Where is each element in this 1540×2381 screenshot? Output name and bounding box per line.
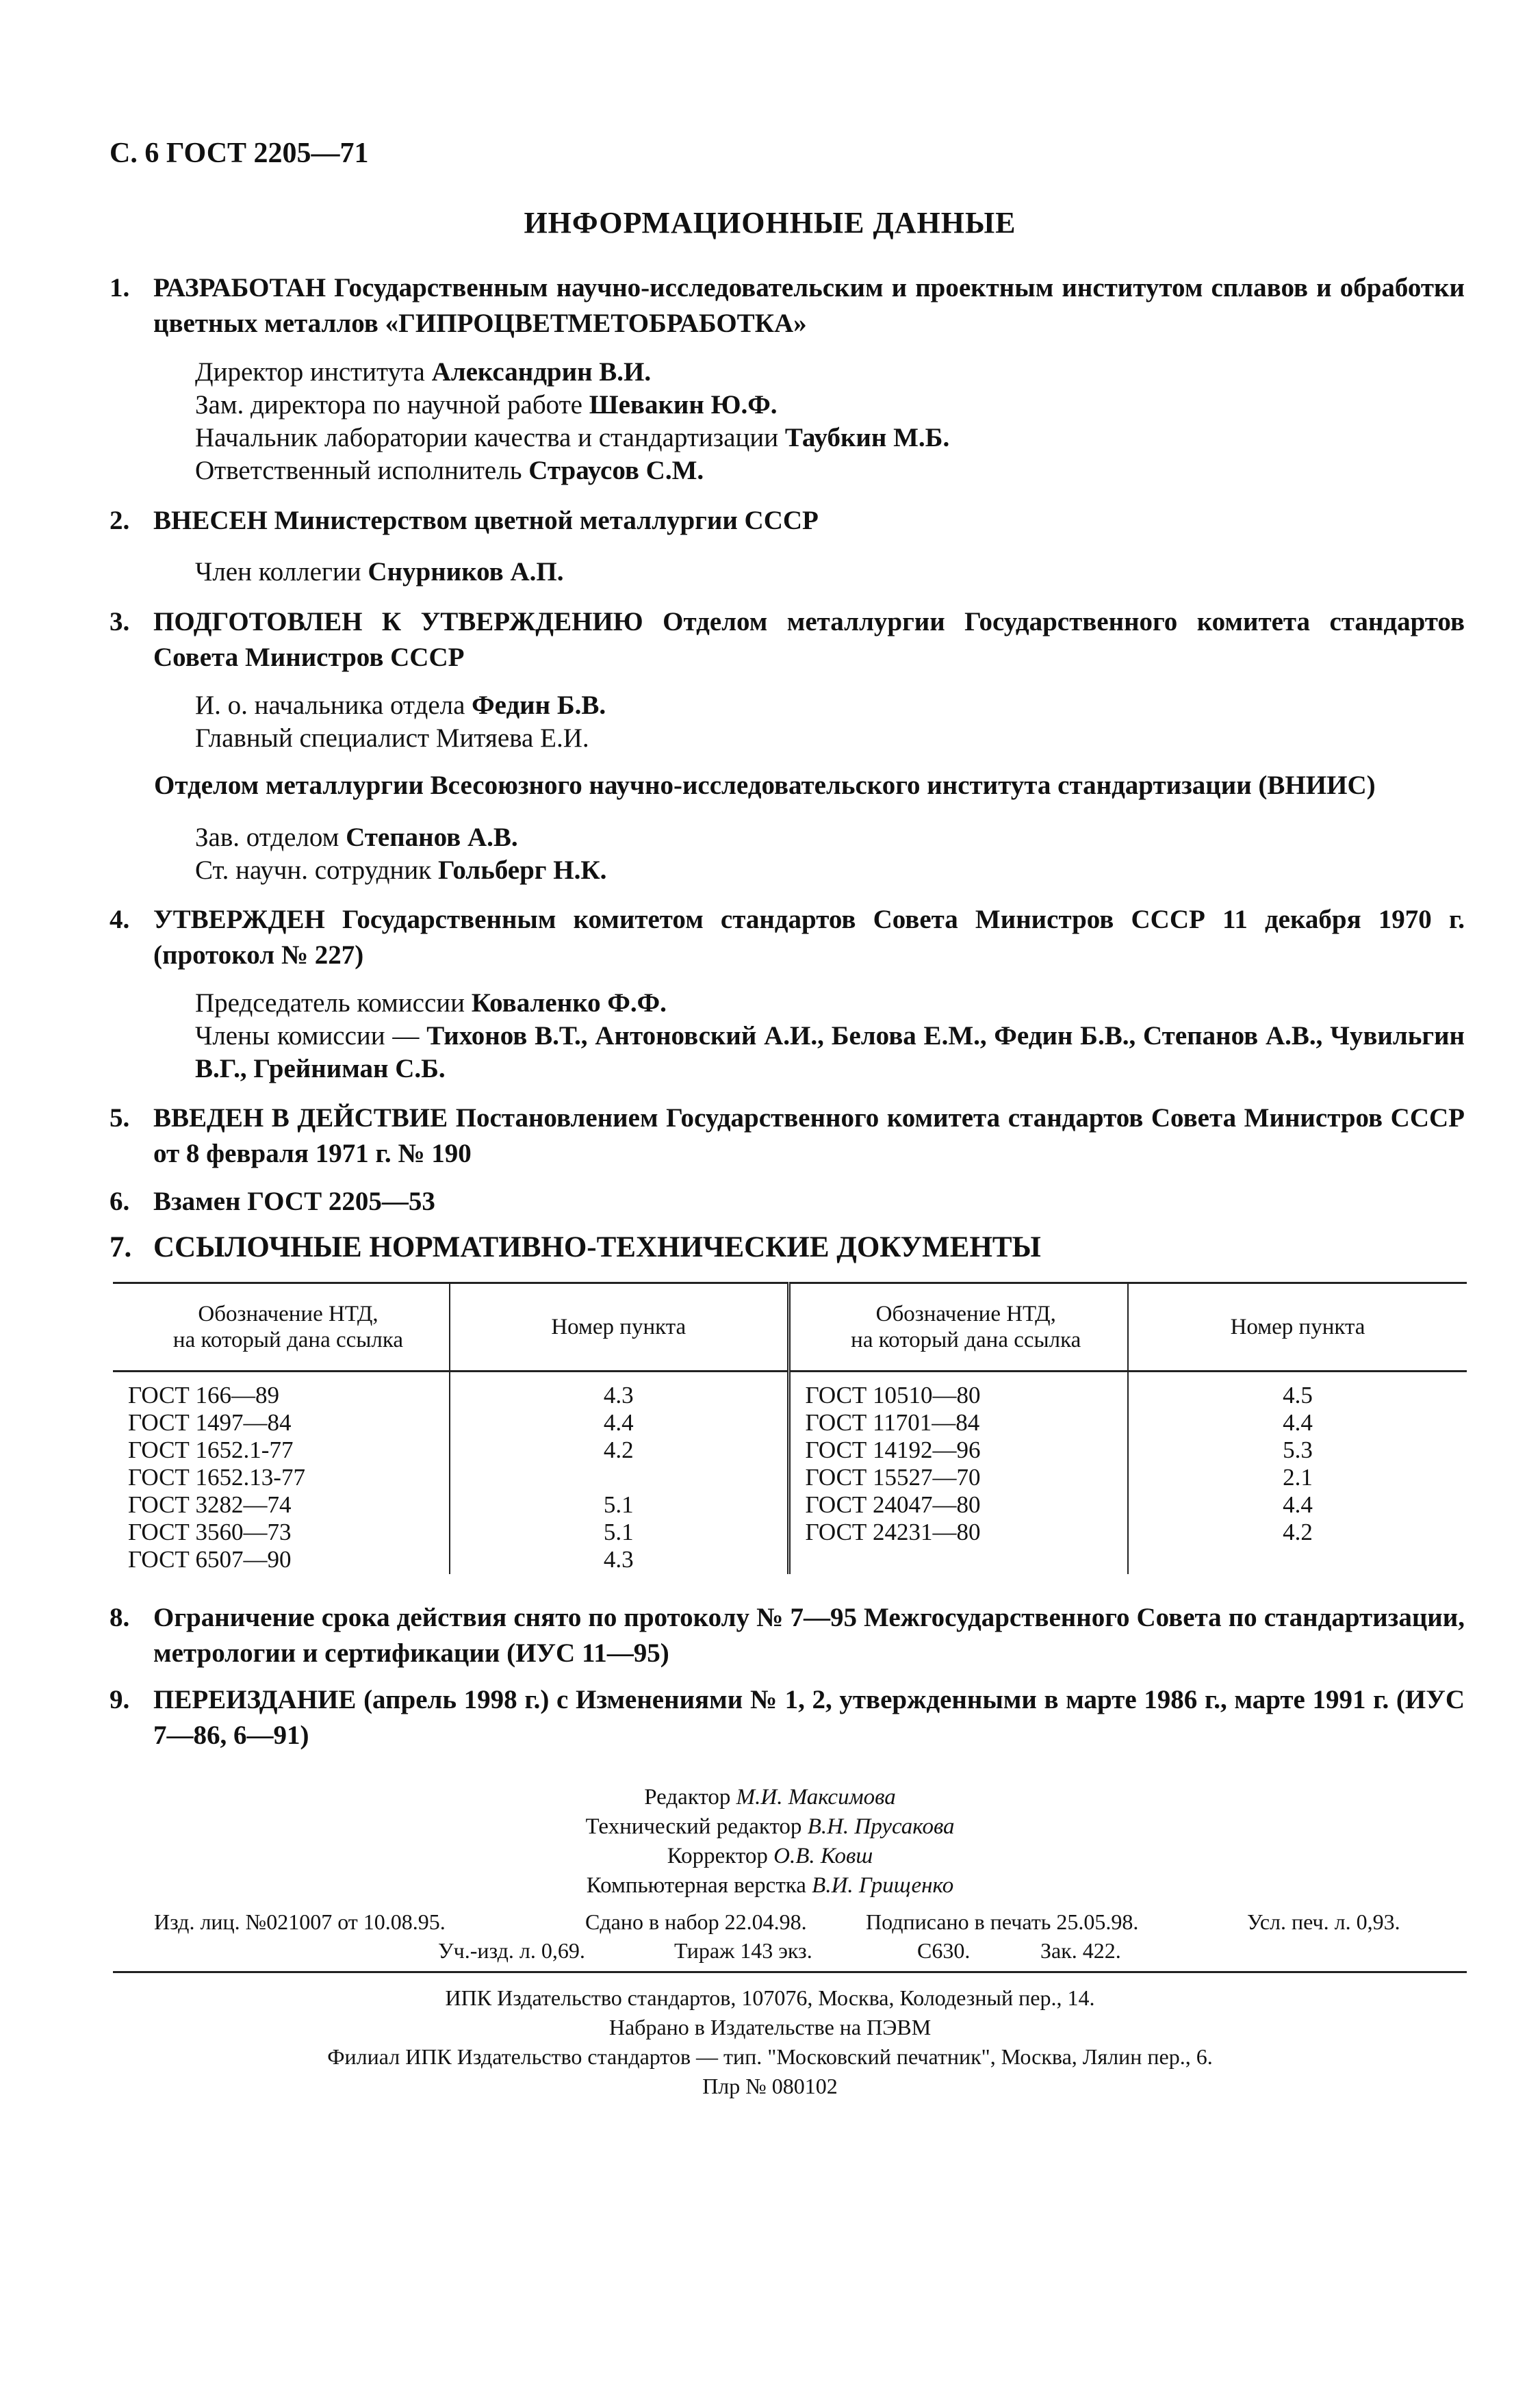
credit-line: Компьютерная верстка В.И. Грищенко bbox=[586, 1873, 954, 1898]
section-number: 2. bbox=[110, 506, 130, 535]
person-line: Ст. научн. сотрудник Гольберг Н.К. bbox=[195, 855, 607, 885]
section-3-people-2 bbox=[195, 821, 606, 887]
section-3-subhead: Отделом металлургии Всесоюзного научно-исследовательского института стандартизации (ВНИИС) bbox=[154, 771, 1376, 800]
col-point-header: Номер пункта bbox=[1128, 1283, 1467, 1372]
imprint-sheets: Усл. печ. л. 0,93. bbox=[1247, 1909, 1400, 1934]
commission-members: Члены комиссии — Тихонов В.Т., Антоновский А.И., Белова Е.М., Федин Б.В., Степанов А.В., Чувильгин В.Г., Грейниман С.Б. bbox=[195, 1021, 1465, 1083]
publisher-line: Плр № 080102 bbox=[702, 2074, 838, 2098]
page-title: ИНФОРМАЦИОННЫЕ ДАННЫЕ bbox=[524, 206, 1016, 240]
person-line: И. о. начальника отдела Федин Б.В. bbox=[195, 691, 606, 720]
table-row bbox=[113, 1372, 1467, 1575]
references-table bbox=[113, 1282, 1467, 1574]
imprint-license: Изд. лиц. №021007 от 10.08.95. bbox=[154, 1909, 446, 1934]
section-number: 6. bbox=[110, 1187, 130, 1216]
left-points: 4.3 4.4 4.2 5.1 5.1 4.3 bbox=[450, 1372, 788, 1575]
section-number: 4. bbox=[110, 905, 130, 934]
section-text: Министерством цветной металлургии СССР bbox=[274, 506, 819, 535]
section-text: ССЫЛОЧНЫЕ НОРМАТИВНО-ТЕХНИЧЕСКИЕ ДОКУМЕНТЫ bbox=[153, 1231, 1041, 1263]
publisher-line: ИПК Издательство стандартов, 107076, Москва, Колодезный пер., 14. bbox=[445, 1985, 1095, 2010]
person-line: Ответственный исполнитель Страусов С.М. bbox=[195, 456, 704, 485]
section-text: Государственным комитетом стандартов Совета Министров СССР 11 декабря 1970 г. (протокол № 227) bbox=[153, 905, 1465, 970]
imprint-typeset: Сдано в набор 22.04.98. bbox=[585, 1909, 807, 1934]
imprint-edsheets: Уч.-изд. л. 0,69. bbox=[438, 1938, 585, 1963]
section-number: 5. bbox=[110, 1103, 130, 1133]
commission-chair: Председатель комиссии Коваленко Ф.Ф. bbox=[195, 988, 667, 1018]
section-number: 9. bbox=[110, 1685, 130, 1714]
section-7 bbox=[110, 1230, 1465, 1265]
section-4 bbox=[110, 902, 1465, 973]
right-points: 4.5 4.4 5.3 2.1 4.4 4.2 bbox=[1283, 1382, 1313, 1545]
section-lead: ВНЕСЕН bbox=[153, 506, 268, 535]
imprint-signed: Подписано в печать 25.05.98. bbox=[866, 1909, 1139, 1934]
section-4-commission bbox=[195, 987, 1465, 1085]
section-lead: ПЕРЕИЗДАНИЕ bbox=[153, 1685, 357, 1714]
imprint-code: С630. bbox=[917, 1938, 971, 1963]
publisher-line: Набрано в Издательстве на ПЭВМ bbox=[608, 2015, 932, 2039]
section-text: Отделом металлургии Государственного комитета стандартов Совета Министров СССР bbox=[153, 607, 1465, 672]
table-header bbox=[113, 1283, 1467, 1372]
right-docs: ГОСТ 10510—80 ГОСТ 11701—84 ГОСТ 14192—96 ГОСТ 15527—70 ГОСТ 24047—80 ГОСТ 24231—80 bbox=[788, 1372, 1128, 1575]
section-number: 1. bbox=[110, 273, 130, 303]
section-9 bbox=[110, 1682, 1465, 1753]
person-line: Зав. отделом Степанов А.В. bbox=[195, 823, 518, 852]
publisher-info bbox=[0, 1983, 1540, 2101]
col-doc-header: Обозначение НТД, на который дана ссылка bbox=[113, 1283, 450, 1372]
section-lead: ВВЕДЕН В ДЕЙСТВИЕ bbox=[153, 1103, 448, 1133]
section-1-people bbox=[195, 356, 949, 487]
section-lead: УТВЕРЖДЕН bbox=[153, 905, 325, 934]
section-1 bbox=[110, 270, 1465, 342]
section-lead: РАЗРАБОТАН bbox=[153, 273, 326, 303]
section-2 bbox=[110, 503, 1465, 539]
person-line: Начальник лаборатории качества и стандартизации Таубкин М.Б. bbox=[195, 423, 950, 452]
section-text: (апрель 1998 г.) с Изменениями № 1, 2, утвержденными в марте 1986 г., марте 1991 г. (ИУС 7—86, 6—91) bbox=[153, 1685, 1465, 1750]
section-3-people bbox=[195, 689, 606, 755]
credit-line: Редактор М.И. Максимова bbox=[644, 1785, 896, 1810]
credit-line: Корректор О.В. Ковш bbox=[667, 1844, 873, 1868]
section-number: 8. bbox=[110, 1603, 130, 1632]
person-line: Зам. директора по научной работе Шевакин Ю.Ф. bbox=[195, 390, 778, 420]
person-line: Член коллегии Снурников А.П. bbox=[195, 557, 564, 587]
publisher-line: Филиал ИПК Издательство стандартов — тип. "Московский печатник", Москва, Лялин пер., 6. bbox=[327, 2044, 1213, 2069]
section-6 bbox=[110, 1184, 1465, 1220]
imprint-divider bbox=[113, 1971, 1467, 1973]
imprint-run: Тираж 143 экз. bbox=[674, 1938, 812, 1963]
credit-line: Технический редактор В.Н. Прусакова bbox=[585, 1814, 955, 1839]
section-number: 3. bbox=[110, 607, 130, 636]
section-number: 7. bbox=[110, 1231, 132, 1263]
section-3 bbox=[110, 604, 1465, 675]
col-doc-header: Обозначение НТД, на который дана ссылка bbox=[788, 1283, 1128, 1372]
section-lead: ПОДГОТОВЛЕН К УТВЕРЖДЕНИЮ bbox=[153, 607, 643, 636]
imprint-order: Зак. 422. bbox=[1040, 1938, 1121, 1963]
section-text: Взамен ГОСТ 2205—53 bbox=[153, 1187, 435, 1216]
person-line: Главный специалист Митяева Е.И. bbox=[195, 723, 589, 753]
section-text: Государственным научно-исследовательским и проектным институтом сплавов и обработки цветных металлов «ГИПРОЦВЕТМЕТОБРАБОТКА» bbox=[153, 273, 1465, 338]
section-text: Ограничение срока действия снято по протоколу № 7—95 Межгосударственного Совета по стандартизации, метрологии и сертификации (ИУС 11—95) bbox=[153, 1603, 1465, 1668]
section-2-people bbox=[195, 556, 564, 589]
page-header: С. 6 ГОСТ 2205—71 bbox=[110, 138, 369, 169]
section-text: Постановлением Государственного комитета стандартов Совета Министров СССР от 8 февраля 1971 г. № 190 bbox=[153, 1103, 1465, 1168]
col-point-header: Номер пункта bbox=[450, 1283, 788, 1372]
left-docs: ГОСТ 166—89 ГОСТ 1497—84 ГОСТ 1652.1-77 ГОСТ 1652.13-77 ГОСТ 3282—74 ГОСТ 3560—73 ГОСТ 6507—90 bbox=[113, 1372, 450, 1575]
section-5 bbox=[110, 1101, 1465, 1172]
section-8 bbox=[110, 1600, 1465, 1671]
person-line: Директор института Александрин В.И. bbox=[195, 357, 652, 387]
editorial-credits bbox=[0, 1783, 1540, 1901]
